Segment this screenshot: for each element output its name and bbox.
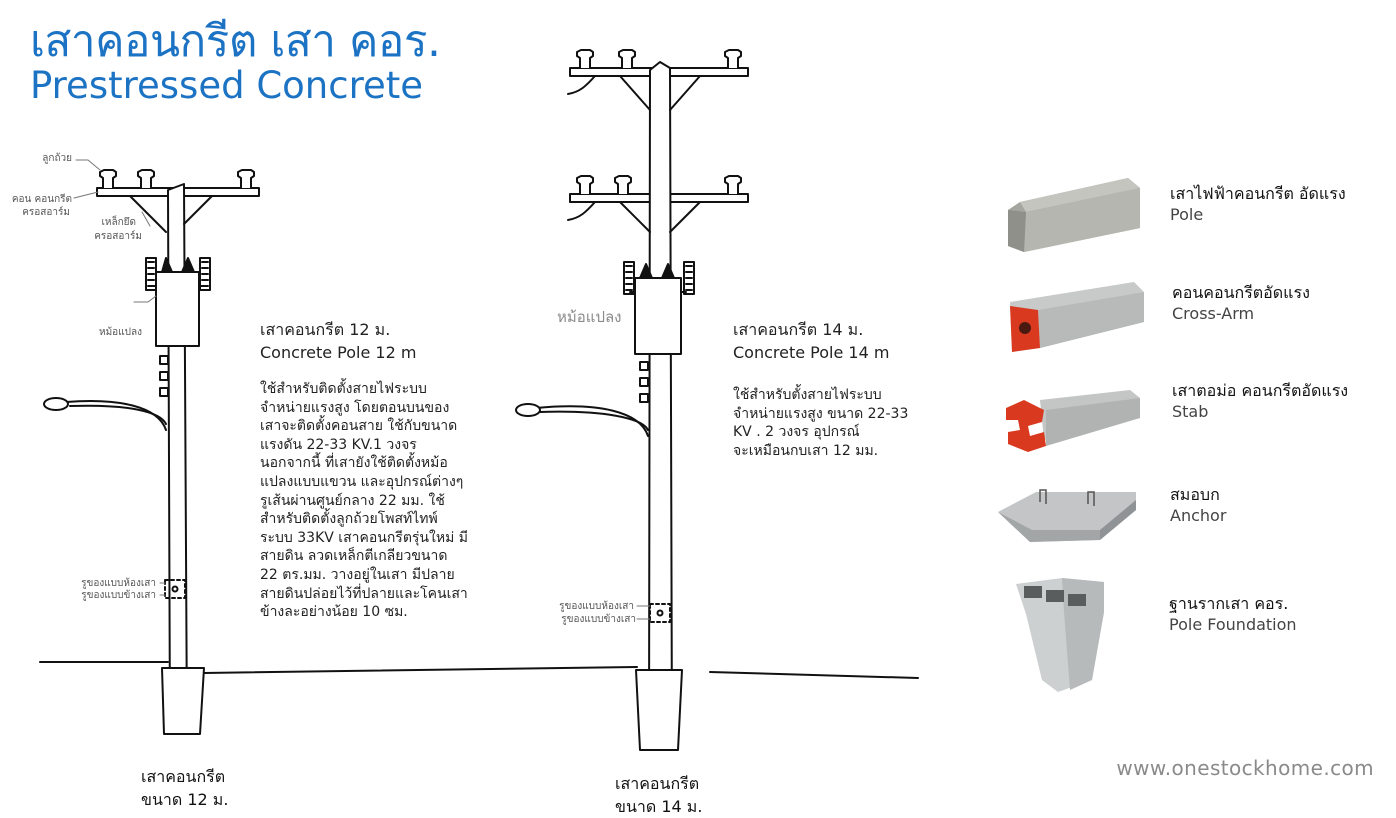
pole12-description [260,380,520,622]
website-url[interactable]: www.onestockhome.com [1116,756,1374,780]
page-title-english: Prestressed Concrete [30,64,424,107]
description-line: แปลงแบบแขวน และอุปกรณ์ต่างๆ [260,473,464,490]
description-line: สายดิน ลวดเหล็กตีเกลียวขนาด [260,548,448,565]
concrete-pole-icon [1008,178,1140,252]
callout-insulator: ลูกถ้วย [42,153,72,164]
callout-hole-side-12: รูของแบบข้างเสา [81,590,156,601]
callout-transformer-14: หม้อแปลง [557,308,622,326]
product-item-pole [1170,183,1346,225]
insulator-icon [100,170,254,188]
stab-icon [1006,390,1140,452]
pole14-caption-line1: เสาคอนกรีต [615,774,700,793]
description-line: ระบบ 33KV เสาคอนกรีตรุ่นใหม่ มี [260,529,468,546]
callout-crossarm-line2: ครอสอาร์ม [22,207,70,218]
anchor-block-icon [998,490,1136,542]
product-item-cross-arm [1172,282,1310,324]
cross-arm-icon [1010,282,1144,352]
description-line: KV . 2 วงจร อุปกรณ์ [733,424,860,441]
pole14-caption-line2: ขนาด 14 ม. [615,797,703,816]
description-line: ใช้สำหรับติดตั้งสายไฟระบบ [260,381,427,397]
product-name-thai: ฐานรากเสา คอร. [1169,594,1289,613]
pole14-heading-english: Concrete Pole 14 m [733,343,890,362]
pole14-description [733,386,953,460]
product-name-english: Stab [1172,402,1209,421]
product-name-thai: คอนคอนกรีตอัดแรง [1172,283,1310,302]
pole14-heading-thai: เสาคอนกรีต 14 ม. [733,320,864,339]
product-item-anchor [1170,484,1226,526]
product-name-thai: สมอบก [1170,485,1220,504]
description-line: รูเส้นผ่านศูนย์กลาง 22 มม. ใช้ [260,492,445,509]
pole12-heading-thai: เสาคอนกรีต 12 ม. [260,320,391,339]
description-line: แรงดัน 22-33 KV.1 วงจร [260,436,417,453]
pole-14m-drawing [516,50,748,750]
product-name-thai: เสาไฟฟ้าคอนกรีต อัดแรง [1170,184,1346,203]
callout-brace-line2: ครอสอาร์ม [94,231,142,242]
product-name-english: Pole Foundation [1169,615,1297,634]
description-line: ข้างละอย่างน้อย 10 ซม. [260,604,408,621]
pole-foundation-icon [1016,578,1104,692]
pole12-caption-line1: เสาคอนกรีต [141,767,226,786]
description-line: จำหน่ายแรงสูง โดยตอนบนของ [260,399,450,416]
callout-transformer-12: หม้อแปลง [99,327,142,338]
pole12-heading-english: Concrete Pole 12 m [260,343,417,362]
page-title-thai: เสาคอนกรีต เสา คอร. [30,16,441,67]
product-item-stab [1172,380,1348,422]
callout-brace-line1: เหล็กยึด [101,217,136,228]
description-line: ใช้สำหรับตั้งสายไฟระบบ [733,387,882,403]
product-name-english: Cross-Arm [1172,304,1255,323]
pole12-caption-line2: ขนาด 12 ม. [141,790,229,809]
pole-12m-drawing [44,170,259,734]
callout-crossarm-line1: คอน คอนกรีต [11,194,72,205]
product-name-english: Anchor [1170,506,1227,525]
description-line: จะเหมือนกบเสา 12 มม. [733,442,879,459]
description-line: นอกจากนี้ ที่เสายังใช้ติดตั้งหม้อ [260,455,448,472]
callout-hole-top-14: รูของแบบห้องเสา [559,601,634,612]
description-line: 22 ตร.มม. วางอยู่ในเสา มีปลาย [260,566,455,583]
callout-hole-top-12: รูของแบบห้องเสา [81,578,156,589]
description-line: สำหรับติดตั้งลูกถ้วยโพสท์ไทพ์ [260,511,438,528]
callout-hole-side-14: รูของแบบข้างเสา [561,614,636,625]
product-item-pole-foundation [1169,593,1297,635]
description-line: เสาจะติดตั้งคอนสาย ใช้กับขนาด [260,418,458,435]
product-name-thai: เสาตอม่อ คอนกรีตอัดแรง [1172,381,1349,400]
description-line: จำหน่ายแรงสูง ขนาด 22-33 [733,405,909,422]
product-name-english: Pole [1170,205,1204,224]
description-line: สายดินปล่อยไว้ที่ปลายและโคนเสา [260,585,468,602]
